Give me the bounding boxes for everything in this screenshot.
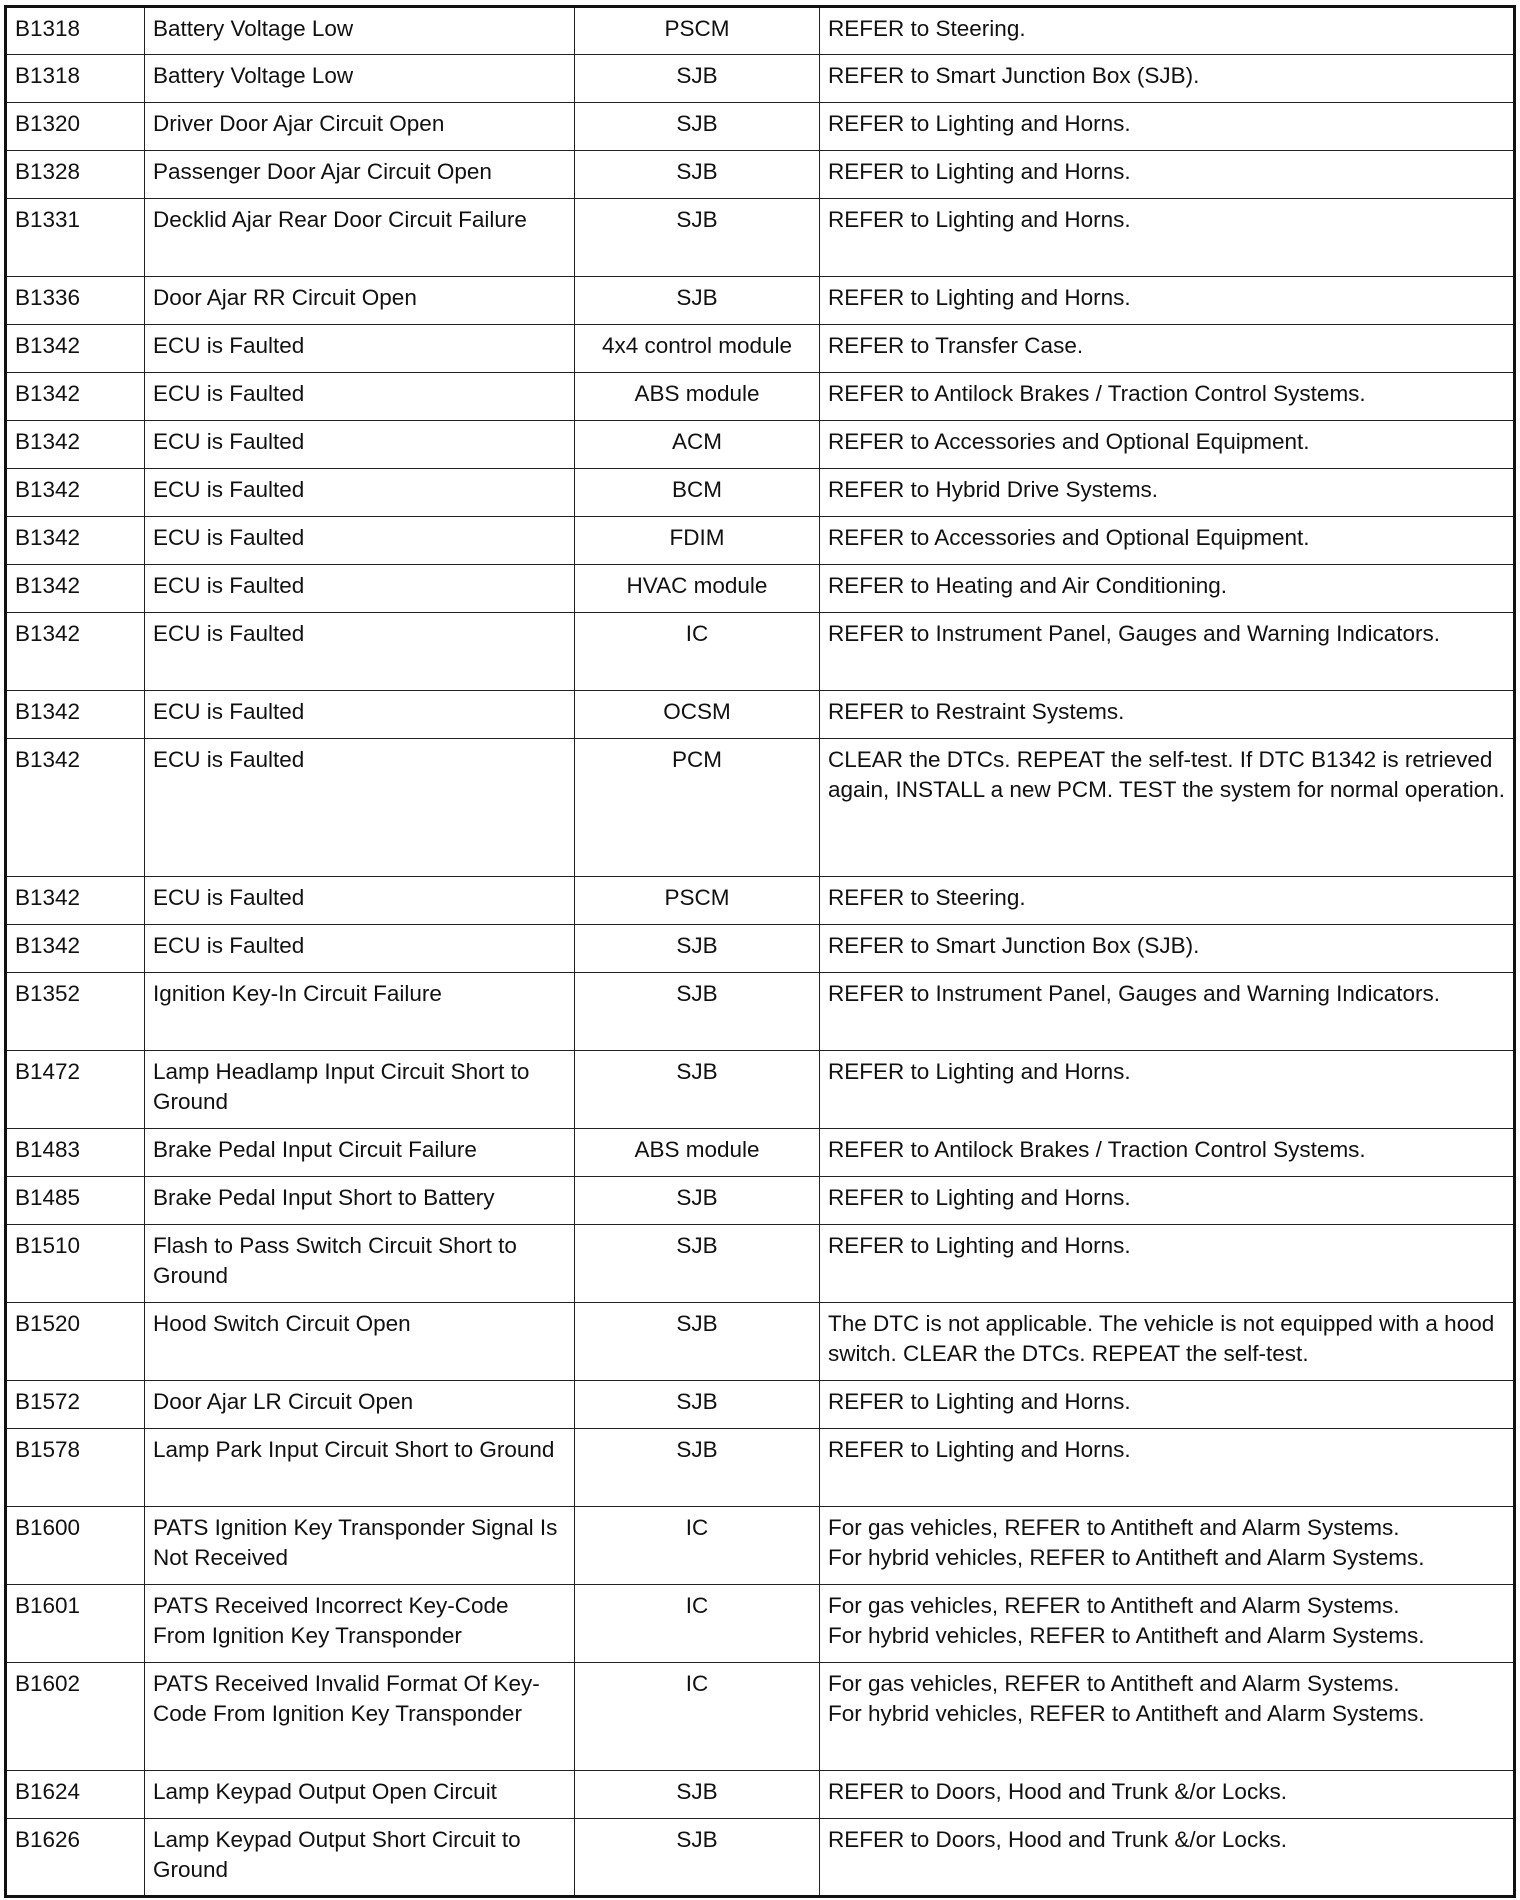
table-row xyxy=(6,151,1515,199)
dtc-code-cell: B1342 xyxy=(6,613,145,691)
dtc-action-cell: REFER to Restraint Systems. xyxy=(820,691,1515,739)
dtc-code-cell: B1342 xyxy=(6,325,145,373)
table-row xyxy=(6,877,1515,925)
dtc-description-cell: Hood Switch Circuit Open xyxy=(145,1303,575,1381)
dtc-module-cell: SJB xyxy=(575,151,820,199)
dtc-module-cell: IC xyxy=(575,1585,820,1663)
dtc-module-cell: SJB xyxy=(575,1177,820,1225)
dtc-module-cell: FDIM xyxy=(575,517,820,565)
dtc-module-cell: SJB xyxy=(575,973,820,1051)
dtc-module-cell: SJB xyxy=(575,1303,820,1381)
dtc-module-cell: SJB xyxy=(575,1225,820,1303)
dtc-action-cell: REFER to Accessories and Optional Equipment. xyxy=(820,517,1515,565)
dtc-description-cell: Brake Pedal Input Short to Battery xyxy=(145,1177,575,1225)
dtc-description-cell: Lamp Keypad Output Open Circuit xyxy=(145,1771,575,1819)
dtc-table xyxy=(4,5,1516,1898)
dtc-module-cell: ABS module xyxy=(575,1129,820,1177)
dtc-module-cell: SJB xyxy=(575,199,820,277)
dtc-code-cell: B1483 xyxy=(6,1129,145,1177)
dtc-action-cell xyxy=(820,1663,1515,1771)
dtc-description-cell: PATS Ignition Key Transponder Signal Is Not Received xyxy=(145,1507,575,1585)
dtc-action-cell: REFER to Lighting and Horns. xyxy=(820,1225,1515,1303)
dtc-description-cell: Ignition Key-In Circuit Failure xyxy=(145,973,575,1051)
table-row xyxy=(6,691,1515,739)
table-row xyxy=(6,517,1515,565)
table-row xyxy=(6,103,1515,151)
dtc-description-cell: ECU is Faulted xyxy=(145,565,575,613)
table-row xyxy=(6,1303,1515,1381)
dtc-action-line: For hybrid vehicles, REFER to Antitheft and Alarm Systems. xyxy=(828,1545,1425,1570)
dtc-table-body xyxy=(6,7,1515,1897)
dtc-code-cell: B1342 xyxy=(6,691,145,739)
table-row xyxy=(6,973,1515,1051)
dtc-code-cell: B1520 xyxy=(6,1303,145,1381)
dtc-description-cell: ECU is Faulted xyxy=(145,373,575,421)
dtc-module-cell: IC xyxy=(575,1507,820,1585)
dtc-description-cell: PATS Received Invalid Format Of Key-Code From Ignition Key Transponder xyxy=(145,1663,575,1771)
dtc-action-cell: REFER to Transfer Case. xyxy=(820,325,1515,373)
dtc-code-cell: B1331 xyxy=(6,199,145,277)
dtc-description-cell: ECU is Faulted xyxy=(145,877,575,925)
dtc-description-cell: ECU is Faulted xyxy=(145,739,575,877)
dtc-action-cell xyxy=(820,1507,1515,1585)
dtc-module-cell: OCSM xyxy=(575,691,820,739)
dtc-description-cell: ECU is Faulted xyxy=(145,691,575,739)
dtc-module-cell: 4x4 control module xyxy=(575,325,820,373)
dtc-code-cell: B1342 xyxy=(6,373,145,421)
table-row xyxy=(6,277,1515,325)
dtc-description-cell: Battery Voltage Low xyxy=(145,55,575,103)
dtc-action-cell: REFER to Smart Junction Box (SJB). xyxy=(820,925,1515,973)
dtc-description-cell: Flash to Pass Switch Circuit Short to Ground xyxy=(145,1225,575,1303)
dtc-code-cell: B1572 xyxy=(6,1381,145,1429)
dtc-description-cell: ECU is Faulted xyxy=(145,613,575,691)
dtc-description-cell: Decklid Ajar Rear Door Circuit Failure xyxy=(145,199,575,277)
dtc-code-cell: B1318 xyxy=(6,7,145,55)
dtc-description-cell: Driver Door Ajar Circuit Open xyxy=(145,103,575,151)
dtc-module-cell: SJB xyxy=(575,925,820,973)
table-row xyxy=(6,1771,1515,1819)
dtc-code-cell: B1485 xyxy=(6,1177,145,1225)
table-row xyxy=(6,1129,1515,1177)
dtc-description-cell: ECU is Faulted xyxy=(145,517,575,565)
dtc-module-cell: ABS module xyxy=(575,373,820,421)
dtc-action-cell: REFER to Lighting and Horns. xyxy=(820,1177,1515,1225)
table-row xyxy=(6,55,1515,103)
table-row xyxy=(6,1819,1515,1897)
dtc-module-cell: HVAC module xyxy=(575,565,820,613)
dtc-action-cell: REFER to Lighting and Horns. xyxy=(820,151,1515,199)
dtc-action-cell: The DTC is not applicable. The vehicle is not equipped with a hood switch. CLEAR the DTCs. REPEAT the self-test. xyxy=(820,1303,1515,1381)
dtc-code-cell: B1336 xyxy=(6,277,145,325)
table-row xyxy=(6,421,1515,469)
dtc-module-cell: SJB xyxy=(575,55,820,103)
dtc-action-cell: REFER to Doors, Hood and Trunk &/or Locks. xyxy=(820,1771,1515,1819)
dtc-page xyxy=(4,5,1516,1898)
dtc-module-cell: SJB xyxy=(575,1429,820,1507)
dtc-code-cell: B1342 xyxy=(6,469,145,517)
table-row xyxy=(6,7,1515,55)
dtc-action-cell: REFER to Lighting and Horns. xyxy=(820,1429,1515,1507)
dtc-description-cell: Door Ajar RR Circuit Open xyxy=(145,277,575,325)
dtc-action-cell: REFER to Antilock Brakes / Traction Control Systems. xyxy=(820,1129,1515,1177)
dtc-action-cell: REFER to Lighting and Horns. xyxy=(820,1051,1515,1129)
dtc-code-cell: B1328 xyxy=(6,151,145,199)
table-row xyxy=(6,1051,1515,1129)
table-row xyxy=(6,1225,1515,1303)
dtc-description-cell: PATS Received Incorrect Key-Code From Ignition Key Transponder xyxy=(145,1585,575,1663)
dtc-action-cell: REFER to Steering. xyxy=(820,7,1515,55)
dtc-module-cell: ACM xyxy=(575,421,820,469)
dtc-module-cell: SJB xyxy=(575,1051,820,1129)
dtc-code-cell: B1600 xyxy=(6,1507,145,1585)
table-row xyxy=(6,1585,1515,1663)
dtc-module-cell: PCM xyxy=(575,739,820,877)
dtc-code-cell: B1472 xyxy=(6,1051,145,1129)
table-row xyxy=(6,1177,1515,1225)
table-row xyxy=(6,325,1515,373)
dtc-module-cell: PSCM xyxy=(575,877,820,925)
dtc-code-cell: B1342 xyxy=(6,421,145,469)
table-row xyxy=(6,1507,1515,1585)
dtc-module-cell: SJB xyxy=(575,1771,820,1819)
dtc-code-cell: B1320 xyxy=(6,103,145,151)
table-row xyxy=(6,199,1515,277)
dtc-description-cell: Lamp Headlamp Input Circuit Short to Ground xyxy=(145,1051,575,1129)
dtc-description-cell: Passenger Door Ajar Circuit Open xyxy=(145,151,575,199)
dtc-module-cell: IC xyxy=(575,1663,820,1771)
dtc-module-cell: BCM xyxy=(575,469,820,517)
table-row xyxy=(6,373,1515,421)
dtc-action-cell: REFER to Lighting and Horns. xyxy=(820,103,1515,151)
dtc-code-cell: B1342 xyxy=(6,739,145,877)
dtc-action-cell: REFER to Lighting and Horns. xyxy=(820,277,1515,325)
dtc-action-cell: REFER to Smart Junction Box (SJB). xyxy=(820,55,1515,103)
table-row xyxy=(6,739,1515,877)
table-row xyxy=(6,613,1515,691)
dtc-code-cell: B1342 xyxy=(6,877,145,925)
dtc-code-cell: B1318 xyxy=(6,55,145,103)
dtc-action-cell: REFER to Instrument Panel, Gauges and Warning Indicators. xyxy=(820,613,1515,691)
dtc-description-cell: ECU is Faulted xyxy=(145,421,575,469)
dtc-action-line: For gas vehicles, REFER to Antitheft and Alarm Systems. xyxy=(828,1593,1400,1618)
dtc-module-cell: PSCM xyxy=(575,7,820,55)
dtc-module-cell: SJB xyxy=(575,1381,820,1429)
table-row xyxy=(6,565,1515,613)
dtc-code-cell: B1602 xyxy=(6,1663,145,1771)
dtc-action-cell: REFER to Hybrid Drive Systems. xyxy=(820,469,1515,517)
dtc-action-cell: REFER to Antilock Brakes / Traction Control Systems. xyxy=(820,373,1515,421)
dtc-code-cell: B1342 xyxy=(6,517,145,565)
dtc-action-cell: REFER to Accessories and Optional Equipment. xyxy=(820,421,1515,469)
table-row xyxy=(6,469,1515,517)
dtc-action-line: For gas vehicles, REFER to Antitheft and Alarm Systems. xyxy=(828,1515,1400,1540)
dtc-description-cell: Brake Pedal Input Circuit Failure xyxy=(145,1129,575,1177)
dtc-description-cell: Door Ajar LR Circuit Open xyxy=(145,1381,575,1429)
dtc-code-cell: B1578 xyxy=(6,1429,145,1507)
dtc-action-cell: REFER to Steering. xyxy=(820,877,1515,925)
dtc-description-cell: ECU is Faulted xyxy=(145,925,575,973)
table-row xyxy=(6,1429,1515,1507)
dtc-action-cell: REFER to Lighting and Horns. xyxy=(820,199,1515,277)
table-row xyxy=(6,925,1515,973)
dtc-action-cell: REFER to Instrument Panel, Gauges and Warning Indicators. xyxy=(820,973,1515,1051)
dtc-action-cell xyxy=(820,1585,1515,1663)
dtc-action-line: For gas vehicles, REFER to Antitheft and Alarm Systems. xyxy=(828,1671,1400,1696)
dtc-action-cell: REFER to Heating and Air Conditioning. xyxy=(820,565,1515,613)
dtc-description-cell: Lamp Park Input Circuit Short to Ground xyxy=(145,1429,575,1507)
table-row xyxy=(6,1381,1515,1429)
dtc-action-line: For hybrid vehicles, REFER to Antitheft and Alarm Systems. xyxy=(828,1701,1425,1726)
dtc-description-cell: Battery Voltage Low xyxy=(145,7,575,55)
dtc-code-cell: B1624 xyxy=(6,1771,145,1819)
dtc-code-cell: B1601 xyxy=(6,1585,145,1663)
dtc-action-cell: CLEAR the DTCs. REPEAT the self-test. If DTC B1342 is retrieved again, INSTALL a new PCM. TEST the system for normal operation. xyxy=(820,739,1515,877)
dtc-module-cell: SJB xyxy=(575,103,820,151)
dtc-description-cell: ECU is Faulted xyxy=(145,325,575,373)
dtc-code-cell: B1342 xyxy=(6,565,145,613)
dtc-code-cell: B1626 xyxy=(6,1819,145,1897)
dtc-module-cell: SJB xyxy=(575,1819,820,1897)
dtc-code-cell: B1510 xyxy=(6,1225,145,1303)
dtc-module-cell: SJB xyxy=(575,277,820,325)
table-row xyxy=(6,1663,1515,1771)
dtc-description-cell: ECU is Faulted xyxy=(145,469,575,517)
dtc-action-cell: REFER to Doors, Hood and Trunk &/or Locks. xyxy=(820,1819,1515,1897)
dtc-code-cell: B1342 xyxy=(6,925,145,973)
dtc-module-cell: IC xyxy=(575,613,820,691)
dtc-action-line: For hybrid vehicles, REFER to Antitheft and Alarm Systems. xyxy=(828,1623,1425,1648)
dtc-action-cell: REFER to Lighting and Horns. xyxy=(820,1381,1515,1429)
dtc-description-cell: Lamp Keypad Output Short Circuit to Ground xyxy=(145,1819,575,1897)
dtc-code-cell: B1352 xyxy=(6,973,145,1051)
